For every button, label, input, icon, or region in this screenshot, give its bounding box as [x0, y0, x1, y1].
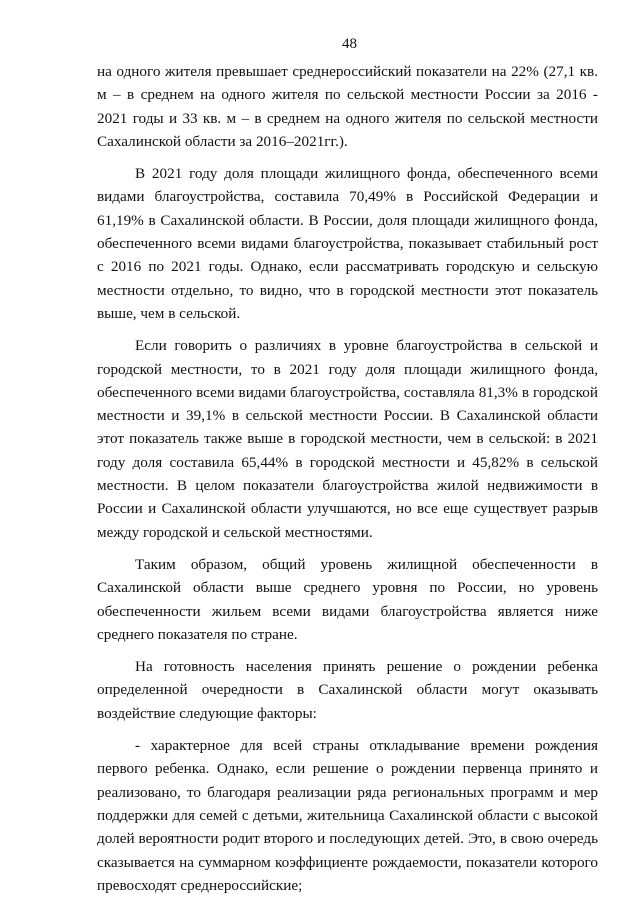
page-number: 48 — [342, 36, 357, 52]
paragraph-housing-area-continuation: на одного жителя превышает среднероссийский показатели на 22% (27,1 кв. м – в среднем на одного жителя по сельской местности России за 2016 - 2021 годы и 33 кв. м – в среднем на одного жителя по сельской местности Сахалинской области за 2016–2021гг.). — [97, 63, 598, 150]
list-item-first-child-delay: - характерное для всей страны откладывание времени рождения первого ребенка. Однако, если решение о рождении первенца принято и реализовано, то благодаря реализации ряда региональных программ и мер поддержки для семей с детьми, жительница Сахалинской области с высокой долей вероятности родит второго и последующих детей. Это, в свою очередь сказывается на суммарном коэффициенте рождаемости, показатели которого превосходят среднероссийские; — [97, 737, 598, 894]
paragraph-amenities-2021: В 2021 году доля площади жилищного фонда, обеспеченного всеми видами благоустройства, составила 70,49% в Российской Федерации и 61,19% в Сахалинской области. В России, доля площади жилищного фонда, обеспеченного всеми видами благоустройства, показывает стабильный рост с 2016 по 2021 годы. Однако, если рассматривать городскую и сельскую местности отдельно, то видно, что в городской местности этот показатель выше, чем в сельской. — [97, 165, 598, 322]
paragraph-urban-rural-differences: Если говорить о различиях в уровне благоустройства в сельской и городской местности, то в 2021 году доля площади жилищного фонда, обеспеченного всеми видами благоустройства, составляла 81,3% в городской местности и 39,1% в сельской местности России. В Сахалинской области этот показатель также выше в городской местности, чем в сельской: в 2021 году доля составила 65,44% в городской местности и 45,82% в сельской местности. В целом показатели благоустройства жилой недвижимости в России и Сахалинской области улучшаются, но все еще существует разрыв между городской и сельской местностями. — [97, 337, 598, 541]
paragraph-birth-factors-intro: На готовность населения принять решение о рождении ребенка определенной очередности в Сахалинской области могут оказывать воздействие следующие факторы: — [97, 658, 598, 722]
paragraph-conclusion: Таким образом, общий уровень жилищной обеспеченности в Сахалинской области выше среднего уровня по России, но уровень обеспеченности жильем всеми видами благоустройства является ниже среднего показателя по стране. — [97, 555, 598, 643]
